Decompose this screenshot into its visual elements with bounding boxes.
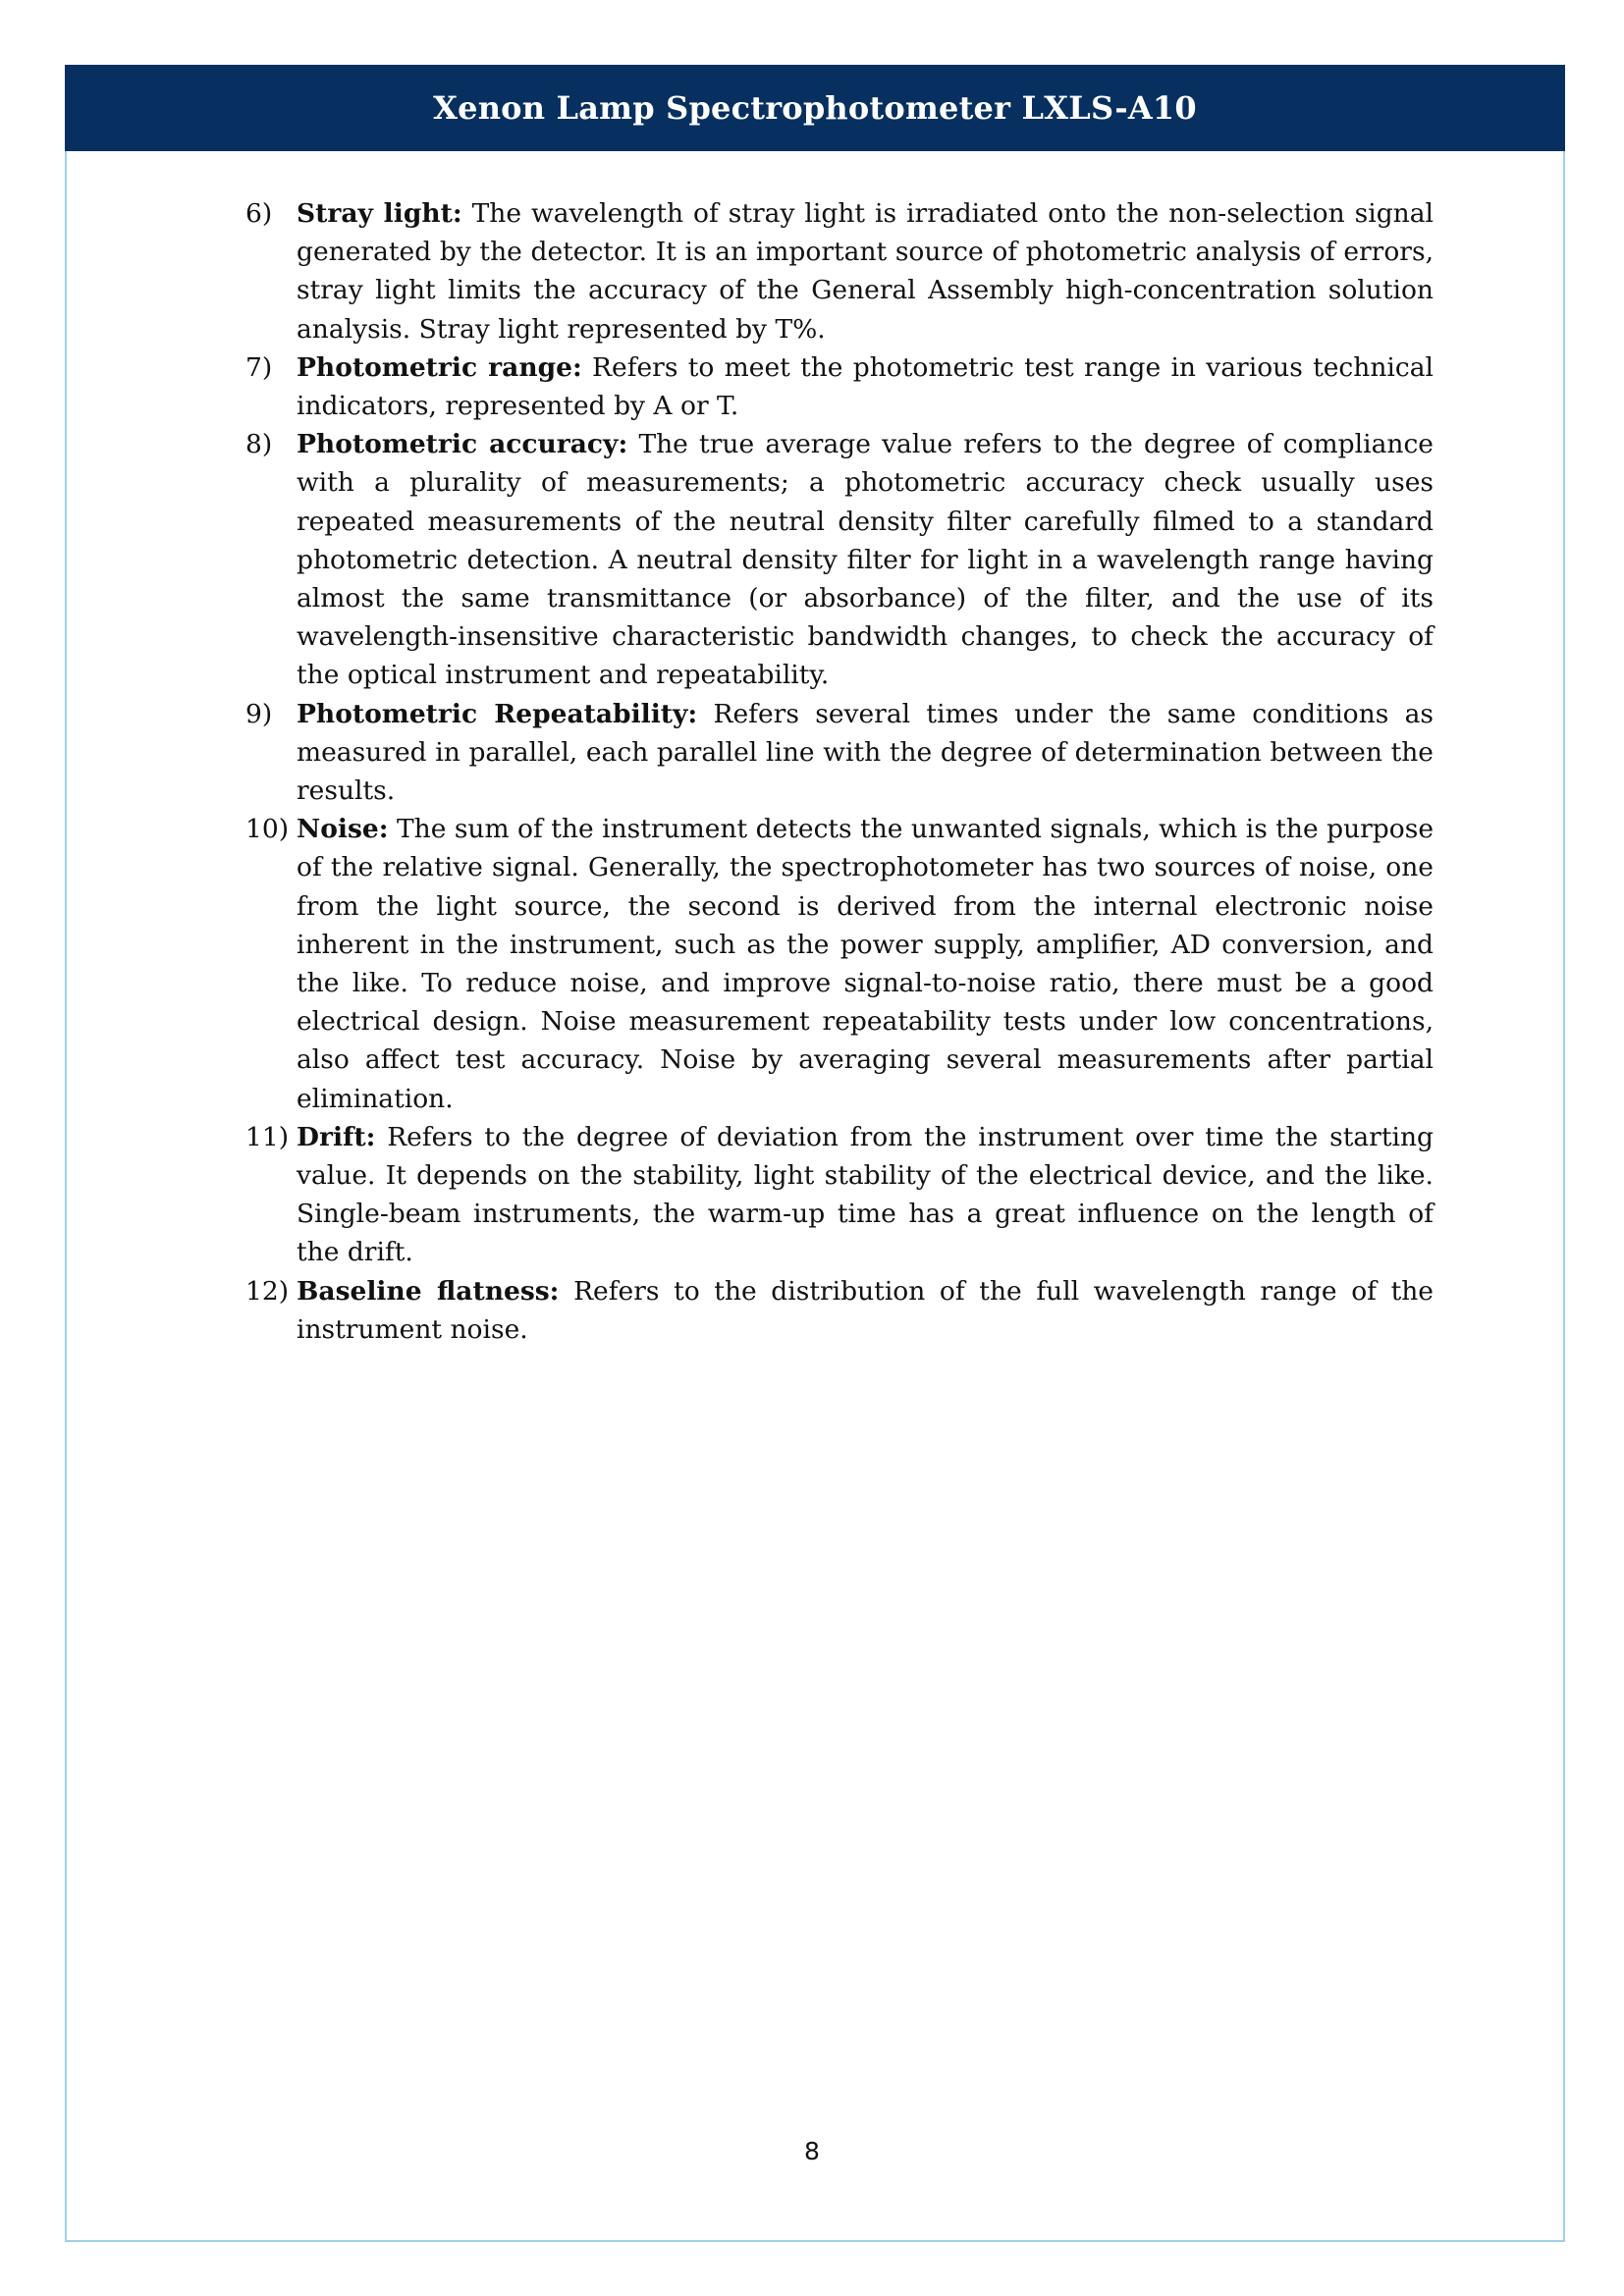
item-number: 10) — [245, 814, 290, 845]
list-item — [245, 810, 1434, 1118]
item-number: 7) — [245, 351, 273, 383]
list-item — [245, 425, 1434, 694]
item-term: Photometric range: — [297, 351, 582, 383]
item-text: Refers to the degree of deviation from the instrument over time the starting value. It depends on the stability, light stability of the electrical device, and the like. Single-beam instruments, the warm-up time has a great influence on the length of the drift. — [297, 1121, 1434, 1268]
item-text: The sum of the instrument detects the unwanted signals, which is the purpose of the relative signal. Generally, the spectrophotometer has two sources of noise, one from the light source, the second is derived from the internal electronic noise inherent in the instrument, such as the power supply, amplifier, AD conversion, and the like. To reduce noise, and improve signal-to-noise ratio, there must be a good electrical design. Noise measurement repeatability tests under low concentrations, also affect test accuracy. Noise by averaging several measurements after partial elimination. — [297, 814, 1434, 1114]
item-number: 9) — [245, 698, 273, 729]
list-item — [245, 1272, 1434, 1349]
item-number: 12) — [245, 1275, 290, 1307]
item-number: 11) — [245, 1121, 290, 1152]
item-number: 8) — [245, 429, 273, 460]
item-number: 6) — [245, 198, 273, 229]
header-bar — [65, 65, 1565, 151]
document-title: Xenon Lamp Spectrophotometer LXLS-A10 — [433, 89, 1197, 127]
list-item — [245, 348, 1434, 425]
list-item — [245, 194, 1434, 348]
item-text: Refers to the distribution of the full wavelength range of the instrument noise. — [297, 1275, 1434, 1345]
list-item — [245, 695, 1434, 811]
item-term: Drift: — [297, 1121, 376, 1152]
item-term: Baseline flatness: — [297, 1275, 560, 1307]
item-text: The true average value refers to the degree of compliance with a plurality of measurements; a photometric accuracy check usually uses repeated measurements of the neutral density filter carefully filmed to a standard photometric detection. A neutral density filter for light in a wavelength range having almost the same transmittance (or absorbance) of the filter, and the use of its wavelength-insensitive characteristic bandwidth changes, to check the accuracy of the optical instrument and repeatability. — [297, 429, 1434, 691]
item-term: Stray light: — [297, 198, 462, 229]
page-number: 8 — [804, 2137, 820, 2165]
item-term: Photometric accuracy: — [297, 429, 628, 460]
item-text: Refers to meet the photometric test range in various technical indicators, represented by A or T. — [297, 351, 1435, 422]
item-term: Photometric Repeatability: — [297, 698, 698, 729]
definition-list — [245, 194, 1434, 1349]
item-text: Refers several times under the same conditions as measured in parallel, each parallel line with the degree of determination between the results. — [297, 698, 1434, 807]
list-item — [245, 1118, 1434, 1272]
item-term: Noise: — [297, 814, 389, 845]
item-text: The wavelength of stray light is irradiated onto the non-selection signal generated by the detector. It is an important source of photometric analysis of errors, stray light limits the accuracy of the General Assembly high-concentration solution analysis. Stray light represented by T%. — [297, 198, 1434, 345]
